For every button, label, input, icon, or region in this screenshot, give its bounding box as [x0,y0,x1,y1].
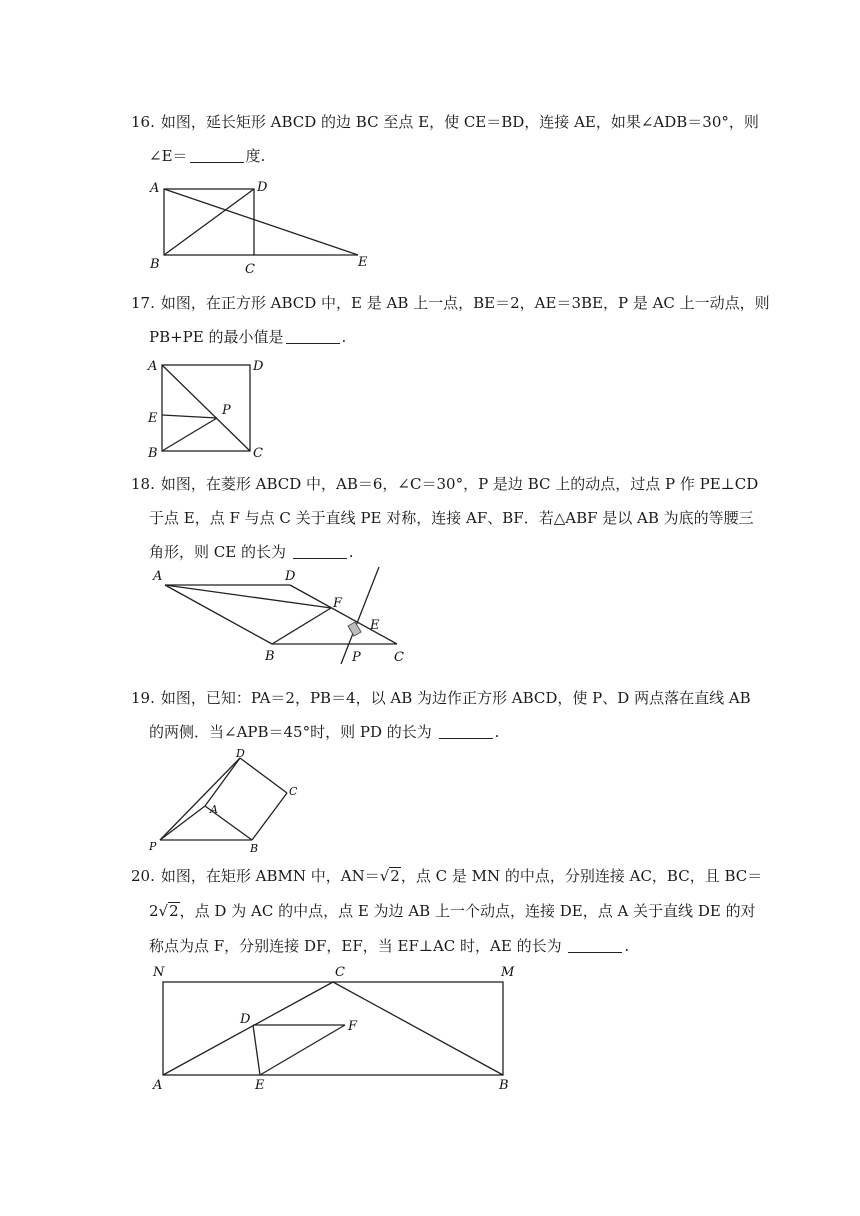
q16-line2 [149,146,265,166]
q18-label-a: A [153,569,163,584]
q17-label-b: B [148,446,158,461]
q17-diagonal-ac [162,365,250,451]
q17-number: 17. [131,294,155,312]
q20-text-1b: ，点 C 是 MN 的中点，分别连接 AC，BC，且 BC＝ [400,867,763,885]
q16-text-2b: 度. [245,147,266,165]
q17-answer-blank[interactable] [286,328,340,344]
q20-figure [145,962,525,1097]
q18-figure [145,565,425,670]
q20-label-n: N [153,965,165,980]
q20-text-3b: . [624,937,630,955]
q17-figure [140,355,280,460]
q18-segment-bf [272,608,331,644]
q16-number: 16. [131,113,155,131]
q19-text-2b: . [494,723,500,741]
q20-answer-blank[interactable] [568,937,622,953]
q17-line1 [131,293,770,313]
q20-segment-bc [333,982,503,1075]
q16-label-a: A [150,181,160,196]
q20-text-3a: 称点为点 F，分别连接 DF，EF，当 EF⊥AC 时，AE 的长为 [149,937,562,955]
q20-segment-de [253,1025,260,1075]
q18-side-dc [290,585,397,644]
q18-line3 [149,542,354,562]
q16-answer-blank[interactable] [190,147,244,163]
q20-label-c: C [335,965,345,980]
q20-segment-ac [163,982,333,1075]
q19-line2 [149,722,499,742]
q17-label-c: C [253,446,263,461]
q19-label-d: D [236,747,245,760]
q19-figure [140,748,320,858]
q19-label-a: A [210,803,218,816]
q17-segment-pe [162,415,217,418]
q17-line2 [149,327,346,347]
q18-right-angle-mark [348,622,361,636]
q20-label-a: A [153,1078,163,1093]
q17-text-2a: PB+PE 的最小值是 [149,328,284,346]
q16-line1 [131,112,759,132]
q20-line3 [149,936,629,956]
q17-text-1: 如图，在正方形 ABCD 中，E 是 AB 上一点，BE＝2，AE＝3BE，P 是 AC 上一动点，则 [160,294,770,312]
q17-label-p: P [222,403,231,418]
q20-segment-ef [260,1025,345,1075]
q17-segment-pb [162,418,217,451]
q19-text-1: 如图，已知：PA＝2，PB＝4，以 AB 为边作正方形 ABCD，使 P、D 两点落在直线 AB [160,689,751,707]
q19-number: 19. [131,689,155,707]
q19-line1 [131,688,751,708]
q16-label-e: E [358,255,368,270]
q20-rectangle [163,982,503,1075]
q17-label-e: E [148,411,158,426]
q20-line2: 2√2，点 D 为 AC 的中点，点 E 为边 AB 上一个动点，连接 DE，点 A 关于直线 DE 的对 [149,902,756,920]
q16-label-c: C [245,262,255,277]
q20-sqrt-1: 2 [390,867,400,885]
q18-side-ab [165,585,272,644]
q20-sqrt-2: 2 [169,902,179,920]
q20-label-d: D [240,1012,251,1027]
q19-segment-pa [160,806,205,840]
q18-text-2: 于点 E，点 F 与点 C 关于直线 PE 对称，连接 AF、BF．若△ABF 是以 AB 为底的等腰三 [149,509,754,527]
q18-segment-af [165,585,331,608]
q20-text-2a: 2 [149,902,159,920]
q19-label-b: B [250,842,259,855]
q18-text-1: 如图，在菱形 ABCD 中，AB＝6，∠C＝30°，P 是边 BC 上的动点，过点 P 作 PE⊥CD [160,475,759,493]
q16-text-1: 如图，延长矩形 ABCD 的边 BC 至点 E，使 CE＝BD，连接 AE，如果∠ADB＝30°，则 [160,113,759,131]
q17-label-d: D [253,359,264,374]
q20-text-2b: ，点 D 为 AC 的中点，点 E 为边 AB 上一个动点，连接 DE，点 A 关于直线 DE 的对 [179,902,756,920]
q16-label-d: D [257,180,268,195]
q20-label-f: F [348,1019,358,1034]
q19-side-dc [240,758,287,793]
q18-label-e: E [370,618,380,633]
q20-label-m: M [501,965,515,980]
q16-label-b: B [150,257,160,272]
q19-side-ad [205,758,240,806]
q20-line1: 20. 如图，在矩形 ABMN 中，AN＝√2，点 C 是 MN 的中点，分别连接 AC，BC，且 BC＝ [131,867,763,885]
q18-number: 18. [131,475,155,493]
q20-label-b: B [499,1078,509,1093]
q19-segment-pd [160,758,240,840]
q20-number: 20. [131,867,155,885]
q18-label-f: F [333,596,343,611]
q18-text-3b: . [348,543,354,561]
q16-text-2a: ∠E＝ [149,147,188,165]
q19-answer-blank[interactable] [439,723,493,739]
q18-line2 [149,508,754,528]
q18-line1 [131,474,758,494]
q17-label-a: A [148,359,158,374]
q16-figure [140,175,380,275]
q18-label-b: B [265,649,275,664]
q19-text-2a: 的两侧．当∠APB＝45°时，则 PD 的长为 [149,723,432,741]
q16-diagonal-bd [164,189,254,255]
q20-label-e: E [255,1078,265,1093]
q18-label-p: P [352,650,361,665]
q16-segment-ae [164,189,358,255]
q18-label-d: D [285,569,296,584]
q19-side-cb [252,793,287,840]
q18-label-c: C [394,650,404,665]
q18-answer-blank[interactable] [293,543,347,559]
q19-label-c: C [289,785,298,798]
q20-text-1a: 如图，在矩形 ABMN 中，AN＝ [160,867,380,885]
q17-text-2b: . [341,328,347,346]
q18-text-3a: 角形，则 CE 的长为 [149,543,286,561]
q19-label-p: P [149,840,157,853]
